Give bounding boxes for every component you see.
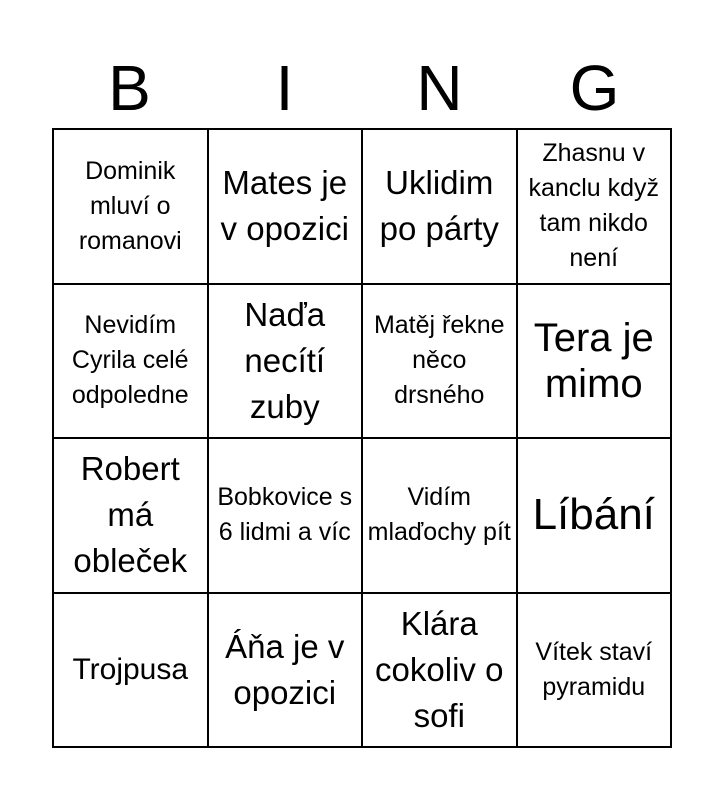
bingo-cell[interactable] bbox=[209, 285, 364, 440]
bingo-cell[interactable] bbox=[363, 130, 518, 285]
bingo-cell[interactable] bbox=[363, 439, 518, 594]
bingo-cell[interactable] bbox=[518, 439, 673, 594]
bingo-cell[interactable] bbox=[54, 130, 209, 285]
cell-text: Mates je v opozici bbox=[220, 164, 349, 248]
bingo-cell[interactable] bbox=[54, 594, 209, 749]
cell-text: Matěj řekne něco drsného bbox=[373, 311, 505, 410]
cell-text: Naďa necítí zuby bbox=[244, 295, 326, 425]
bingo-grid bbox=[52, 128, 672, 748]
bingo-cell[interactable] bbox=[363, 594, 518, 749]
bingo-cell[interactable] bbox=[209, 439, 364, 594]
cell-text: Nevidím Cyrila celé odpoledne bbox=[71, 311, 189, 410]
cell-text: Robert má obleček bbox=[73, 450, 188, 580]
bingo-cell[interactable] bbox=[54, 439, 209, 594]
bingo-cell[interactable] bbox=[518, 130, 673, 285]
bingo-cell[interactable] bbox=[54, 285, 209, 440]
cell-text: Vítek staví pyramidu bbox=[535, 637, 653, 701]
cell-text: Tera je mimo bbox=[533, 315, 654, 406]
cell-text: Dominik mluví o romanovi bbox=[78, 156, 182, 255]
bingo-cell[interactable] bbox=[518, 285, 673, 440]
cell-text: Áňa je v opozici bbox=[225, 627, 345, 711]
header-letter-g: G bbox=[569, 52, 620, 124]
bingo-cell[interactable] bbox=[209, 130, 364, 285]
bingo-cell[interactable] bbox=[209, 594, 364, 749]
bingo-cell[interactable] bbox=[363, 285, 518, 440]
cell-text: Klára cokoliv o sofi bbox=[375, 604, 504, 734]
header-letter-n: N bbox=[416, 52, 463, 124]
cell-text: Zhasnu v kanclu když tam nikdo není bbox=[528, 139, 660, 273]
cell-text: Líbání bbox=[532, 490, 655, 540]
cell-text: Uklidim po párty bbox=[379, 164, 499, 248]
cell-text: Bobkovice s 6 lidmi a víc bbox=[217, 483, 353, 547]
cell-text: Vidím mlaďochy pít bbox=[367, 483, 511, 547]
header-letter-i: I bbox=[275, 52, 294, 124]
cell-text: Trojpusa bbox=[72, 653, 189, 687]
bingo-header bbox=[52, 52, 672, 124]
bingo-cell[interactable] bbox=[518, 594, 673, 749]
header-letter-b: B bbox=[108, 52, 151, 124]
